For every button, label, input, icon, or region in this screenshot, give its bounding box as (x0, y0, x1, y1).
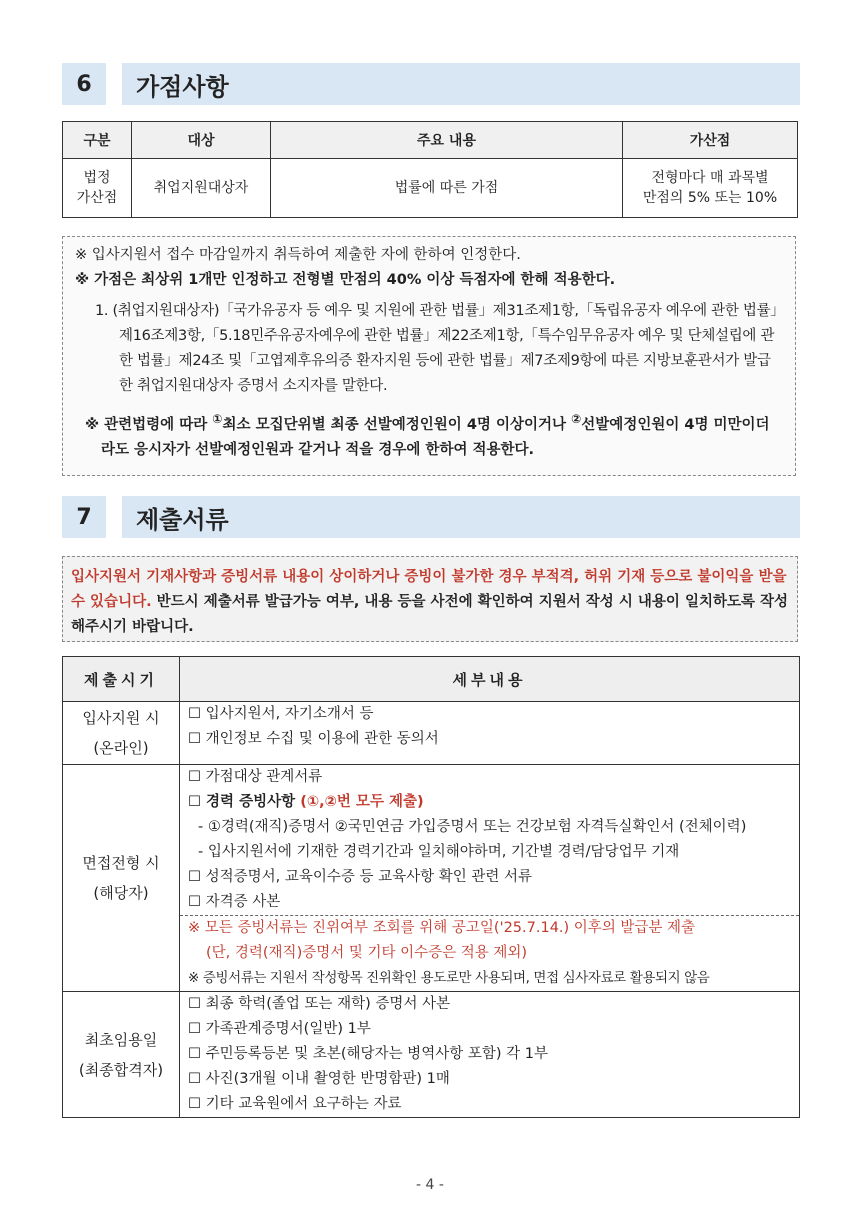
list-item: ☐ 가족관계증명서(일반) 1부 (188, 1021, 371, 1037)
table-header-row (63, 122, 798, 159)
superscript-mark: ② (571, 412, 582, 426)
table-header-row (63, 657, 800, 702)
details-cell (180, 992, 800, 1118)
details-cell (180, 702, 800, 765)
cell-text: 입사지원 시 (82, 709, 160, 727)
col-header: 제출시기 (63, 657, 180, 702)
note-line: ※ 증빙서류는 지원서 작성항목 진위확인 용도로만 사용되며, 면접 심사자료로 활용되지 않음 (188, 970, 710, 986)
section-title: 제출서류 (122, 496, 800, 538)
cell-text: 면접전형 시 (82, 854, 160, 872)
list-item: ☐ 가점대상 관계서류 (188, 769, 323, 785)
list-item: ☐ 성적증명서, 교육이수증 등 교육사항 확인 관련 서류 (188, 869, 533, 885)
period-cell (63, 765, 180, 992)
period-cell (63, 702, 180, 765)
list-item: ☐ 자격증 사본 (188, 894, 281, 910)
cell-text: 전형마다 매 과목별 (651, 170, 769, 186)
note-line-red: (단, 경력(재직)증명서 및 기타 이수증은 적용 제외) (206, 945, 528, 961)
target-cell: 취업지원대상자 (132, 159, 271, 218)
table-row (63, 702, 800, 765)
warning-text-red: 입사지원서 기재사항과 증빙서류 내용이 상이하거나 증빙이 불가한 경우 부적격, 허위 기재 등으로 불이익을 받을 수 있습니다. (71, 569, 787, 610)
table-row (63, 159, 798, 218)
item-text: ☐ 경력 증빙사항 (188, 794, 301, 810)
documents-table (62, 656, 800, 1118)
note-text: 선발예정인원이 4명 미만이더라도 응시자가 선발예정인원과 같거나 적을 경우에 한하여 적용한다. (101, 416, 770, 458)
list-item (188, 790, 791, 815)
list-item: ☐ 기타 교육원에서 요구하는 자료 (188, 1096, 402, 1112)
section-6-header (62, 63, 800, 105)
section-number: 6 (62, 63, 106, 105)
note-text: ※ 관련법령에 따라 (85, 416, 213, 433)
cell-text: (온라인) (93, 739, 149, 757)
col-header: 가산점 (623, 122, 798, 159)
period-cell (63, 992, 180, 1118)
col-header: 주요 내용 (271, 122, 623, 159)
cell-text: (해당자) (93, 884, 149, 902)
col-header: 대상 (132, 122, 271, 159)
content-cell: 법률에 따른 가점 (271, 159, 623, 218)
sub-item: - 입사지원서에 기재한 경력기간과 일치해야하며, 기간별 경력/담당업무 기재 (198, 844, 680, 860)
note-line: ※ 입사지원서 접수 마감일까지 취득하여 제출한 자에 한하여 인정한다. (75, 247, 521, 263)
superscript-mark: ① (212, 412, 223, 426)
warning-text: 반드시 제출서류 발급가능 여부, 내용 등을 사전에 확인하여 지원서 작성 시 내용이 일치하도록 작성해주시기 바랍니다. (71, 594, 789, 635)
list-item: ☐ 최종 학력(졸업 또는 재학) 증명서 사본 (188, 996, 451, 1012)
cell-text: 만점의 5% 또는 10% (642, 190, 778, 206)
law-reference: 1. (취업지원대상자)「국가유공자 등 예우 및 지원에 관한 법률」제31조제1항,「독립유공자 예우에 관한 법률」제16조제3항,「5.18민주유공자예우에 관한 법률」제22조제1항,「특수임무유공자 예우 및 단체설립에 관한 법률」제24조 및「고엽제후유의증 환자지원 등에 관한 법률」제7조제9항에 따른 지방보훈관서가 발급한 취업지원대상자 증명서 소지자를 말한다. (95, 303, 778, 394)
list-item: ☐ 개인정보 수집 및 이용에 관한 동의서 (188, 731, 439, 747)
page-number: - 4 - (416, 1177, 444, 1193)
section-7-header (62, 496, 800, 538)
sub-item: - ①경력(재직)증명서 ②국민연금 가입증명서 또는 건강보험 자격득실확인서 (전체이력) (198, 819, 747, 835)
section-number: 7 (62, 496, 106, 538)
document-warning-box (62, 556, 798, 642)
cell-text: 최초임용일 (84, 1030, 158, 1049)
col-header: 구분 (63, 122, 132, 159)
section-title: 가점사항 (122, 63, 800, 105)
table-row (63, 765, 800, 992)
note-line-bold: ※ 가점은 최상위 1개만 인정하고 전형별 만점의 40% 이상 득점자에 한해 적용한다. (75, 272, 616, 288)
cell-text: 법정 (83, 170, 111, 186)
bonus-points-table (62, 121, 798, 218)
note-line-red: ※ 모든 증빙서류는 진위여부 조회를 위해 공고일('25.7.14.) 이후의 발급분 제출 (188, 920, 696, 936)
table-row (63, 992, 800, 1118)
category-cell (63, 159, 132, 218)
details-cell (180, 765, 800, 992)
note-text: 최소 모집단위별 최종 선발예정인원이 4명 이상이거나 (222, 416, 572, 433)
points-cell (623, 159, 798, 218)
list-item: ☐ 주민등록등본 및 초본(해당자는 병역사항 포함) 각 1부 (188, 1046, 548, 1062)
note-final (75, 407, 783, 463)
bonus-notes-box (62, 236, 796, 476)
cell-text: (최종합격자) (78, 1060, 164, 1079)
list-item: ☐ 입사지원서, 자기소개서 등 (188, 706, 374, 722)
cell-text: 가산점 (76, 190, 118, 206)
list-item: ☐ 사진(3개월 이내 촬영한 반명함판) 1매 (188, 1071, 450, 1087)
col-header: 세부내용 (180, 657, 800, 702)
item-text-red: (①,②번 모두 제출) (300, 794, 424, 810)
